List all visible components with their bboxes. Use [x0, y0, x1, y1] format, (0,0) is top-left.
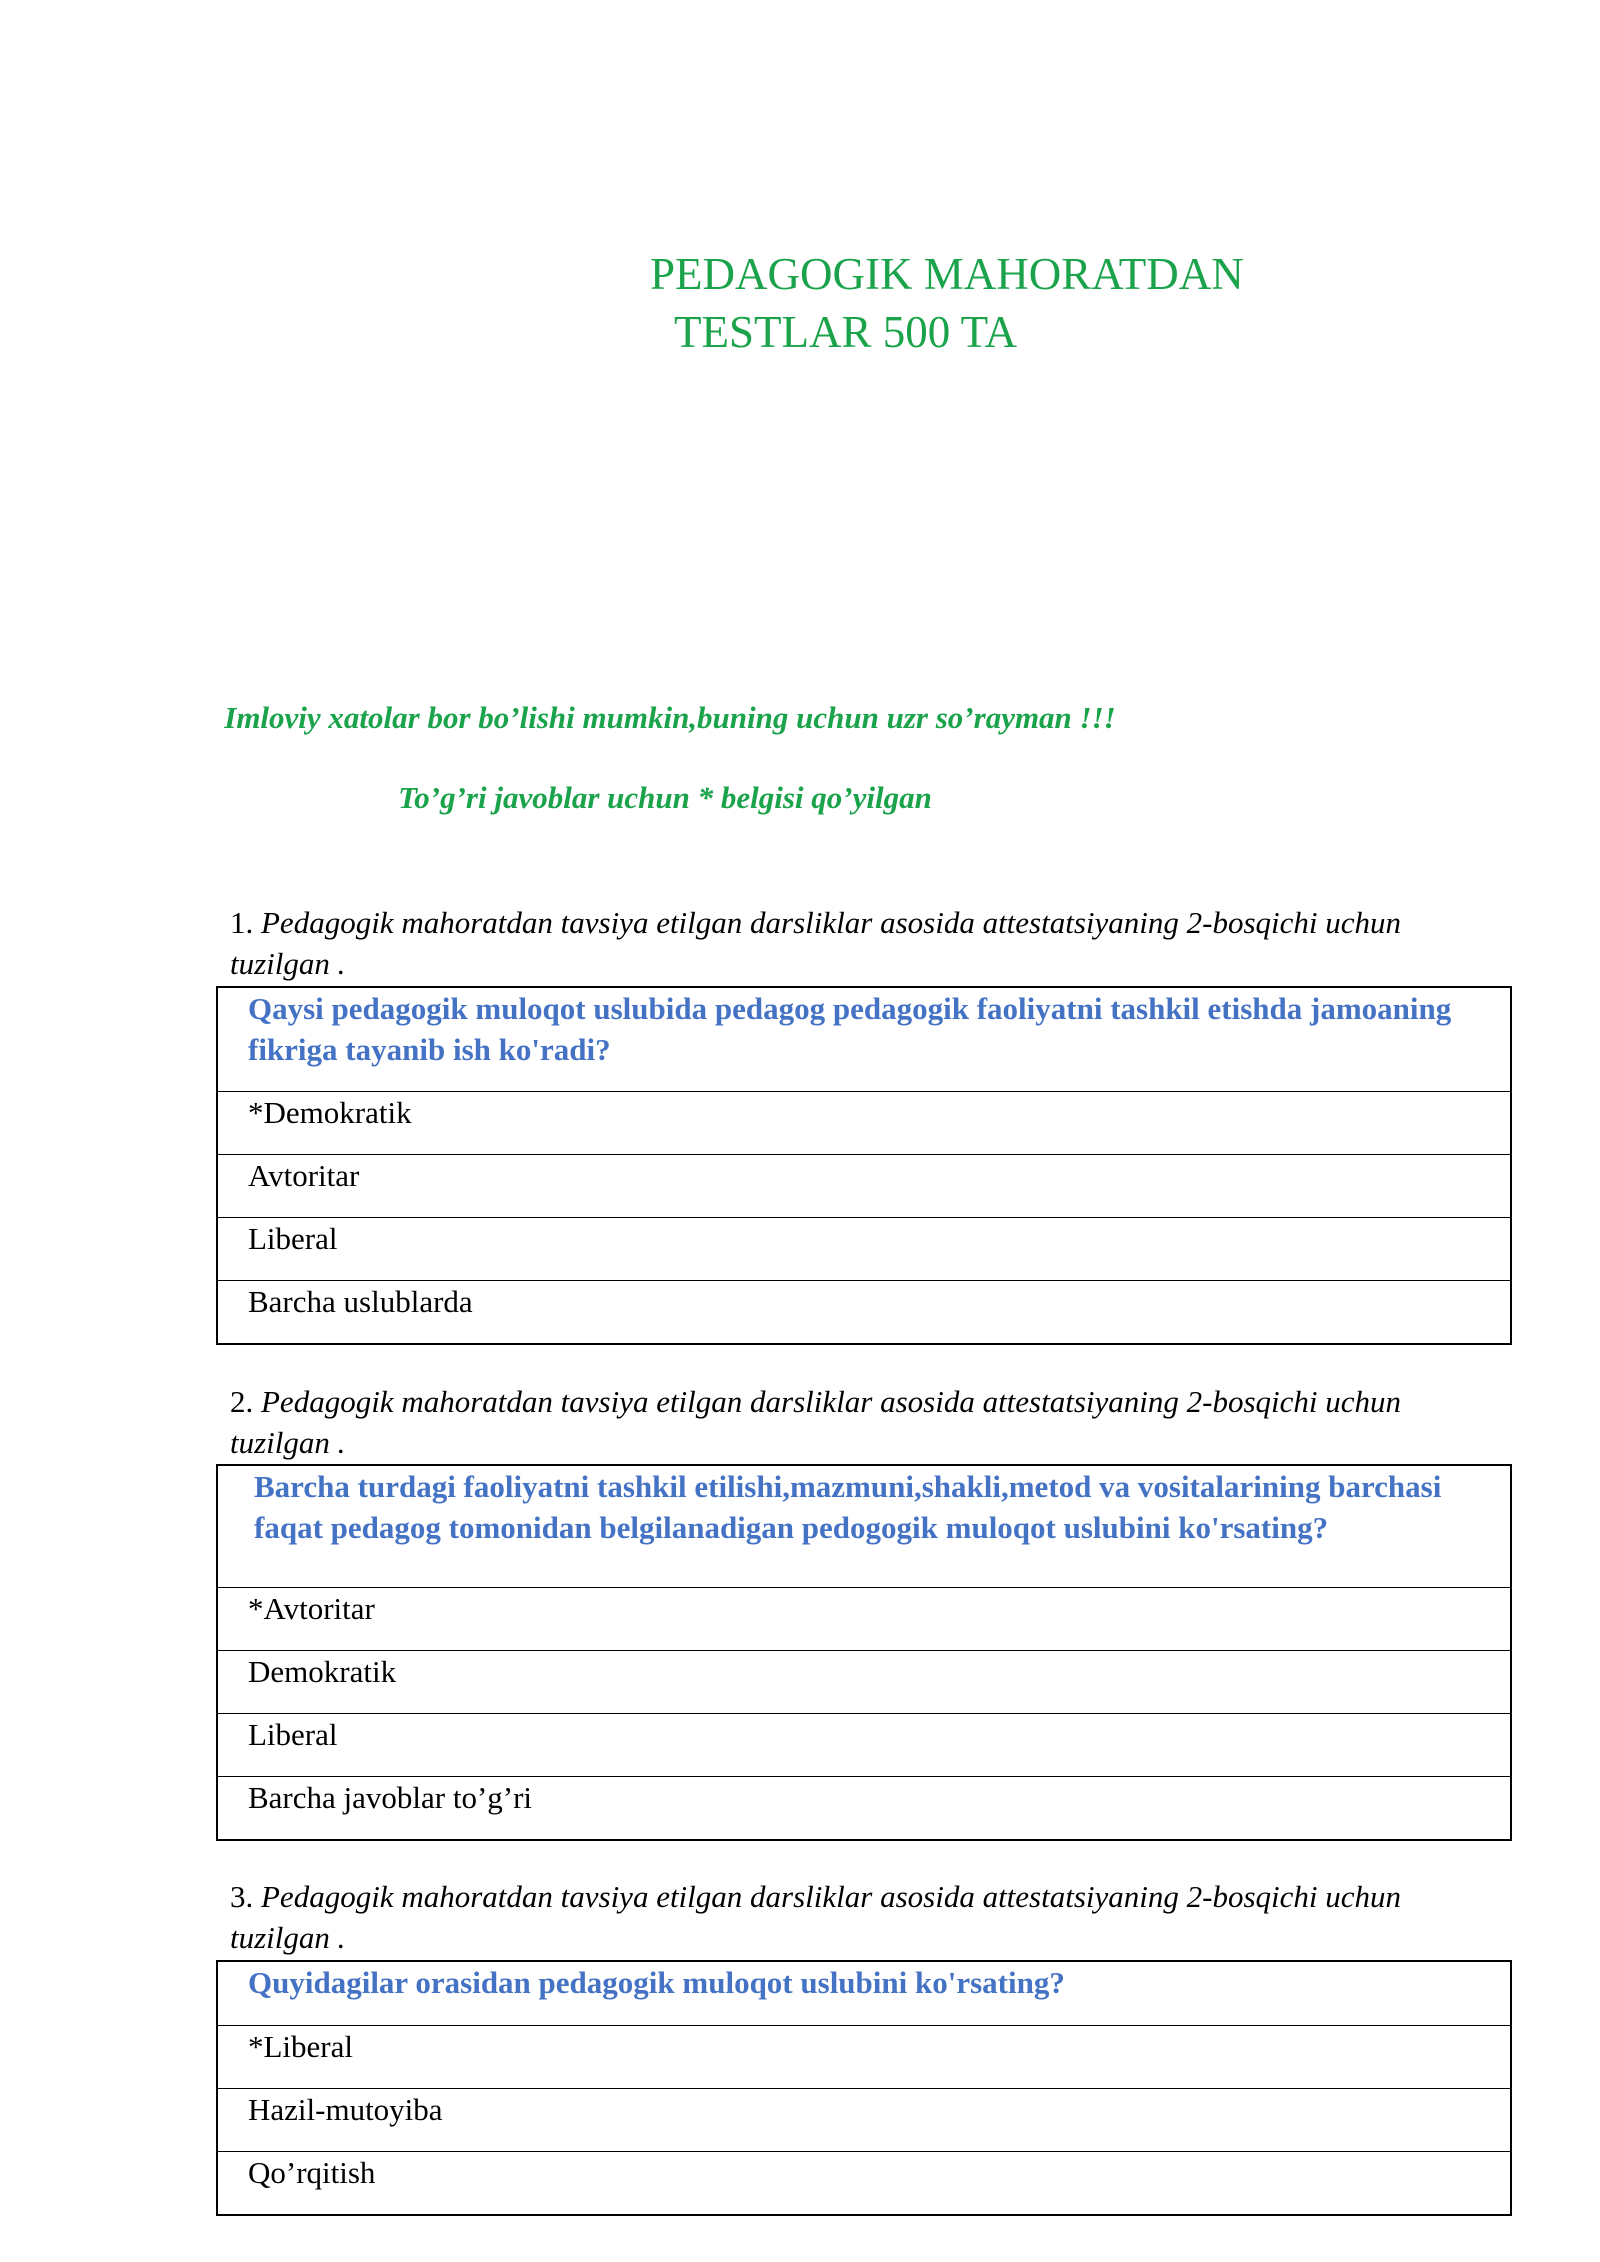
- question-1-table: [216, 986, 1512, 1345]
- question-3-intro-text: Pedagogik mahoratdan tavsiya etilgan darsliklar asosida attestatsiyaning 2-bosqichi uchun tuzilgan .: [230, 1879, 1402, 1955]
- question-2-intro: [230, 1381, 1410, 1463]
- question-2-text: Barcha turdagi faoliyatni tashkil etilishi,mazmuni,shakli,metod va vositalarining barchasi faqat pedagog tomonidan belgilanadigan pedogogik muloqot uslubini ko'rsating?: [254, 1469, 1442, 1545]
- question-3-option-1: *Liberal: [218, 2025, 1510, 2088]
- question-3-option-3: Qo’rqitish: [218, 2151, 1510, 2214]
- question-1-intro-text: Pedagogik mahoratdan tavsiya etilgan darsliklar asosida attestatsiyaning 2-bosqichi uchun tuzilgan .: [230, 905, 1402, 981]
- question-2-option-3: Liberal: [218, 1713, 1510, 1776]
- question-3-number: 3.: [230, 1879, 254, 1914]
- question-1-option-3: Liberal: [218, 1217, 1510, 1280]
- question-1-text: Qaysi pedagogik muloqot uslubida pedagog pedagogik faoliyatni tashkil etishda jamoaning fikriga tayanib ish ko'radi?: [248, 991, 1452, 1067]
- question-1-option-1: *Demokratik: [218, 1091, 1510, 1154]
- question-2-option-1: *Avtoritar: [218, 1587, 1510, 1650]
- question-3-intro: [230, 1876, 1410, 1958]
- question-2-number: 2.: [230, 1384, 254, 1419]
- question-1-intro: [230, 902, 1410, 984]
- question-1-option-4: Barcha uslublarda: [218, 1280, 1510, 1343]
- question-2-option-4: Barcha javoblar to’g’ri: [218, 1776, 1510, 1839]
- question-3-option-2: Hazil-mutoyiba: [218, 2088, 1510, 2151]
- question-1-option-2: Avtoritar: [218, 1154, 1510, 1217]
- document-title-line-1: PEDAGOGIK MAHORATDAN: [650, 249, 1244, 299]
- question-1-number: 1.: [230, 905, 254, 940]
- document-title-line-2: TESTLAR 500 TA: [674, 307, 1018, 357]
- question-3-text: Quyidagilar orasidan pedagogik muloqot uslubini ko'rsating?: [248, 1965, 1065, 2000]
- question-2-intro-text: Pedagogik mahoratdan tavsiya etilgan darsliklar asosida attestatsiyaning 2-bosqichi uchun tuzilgan .: [230, 1384, 1402, 1460]
- spelling-note: Imloviy xatolar bor bo’lishi mumkin,buning uchun uzr so’rayman !!!: [224, 700, 1116, 735]
- answer-key-note: To’g’ri javoblar uchun * belgisi qo’yilgan: [398, 780, 932, 815]
- question-2-option-2: Demokratik: [218, 1650, 1510, 1713]
- question-3-table: [216, 1960, 1512, 2216]
- question-2-table: [216, 1464, 1512, 1841]
